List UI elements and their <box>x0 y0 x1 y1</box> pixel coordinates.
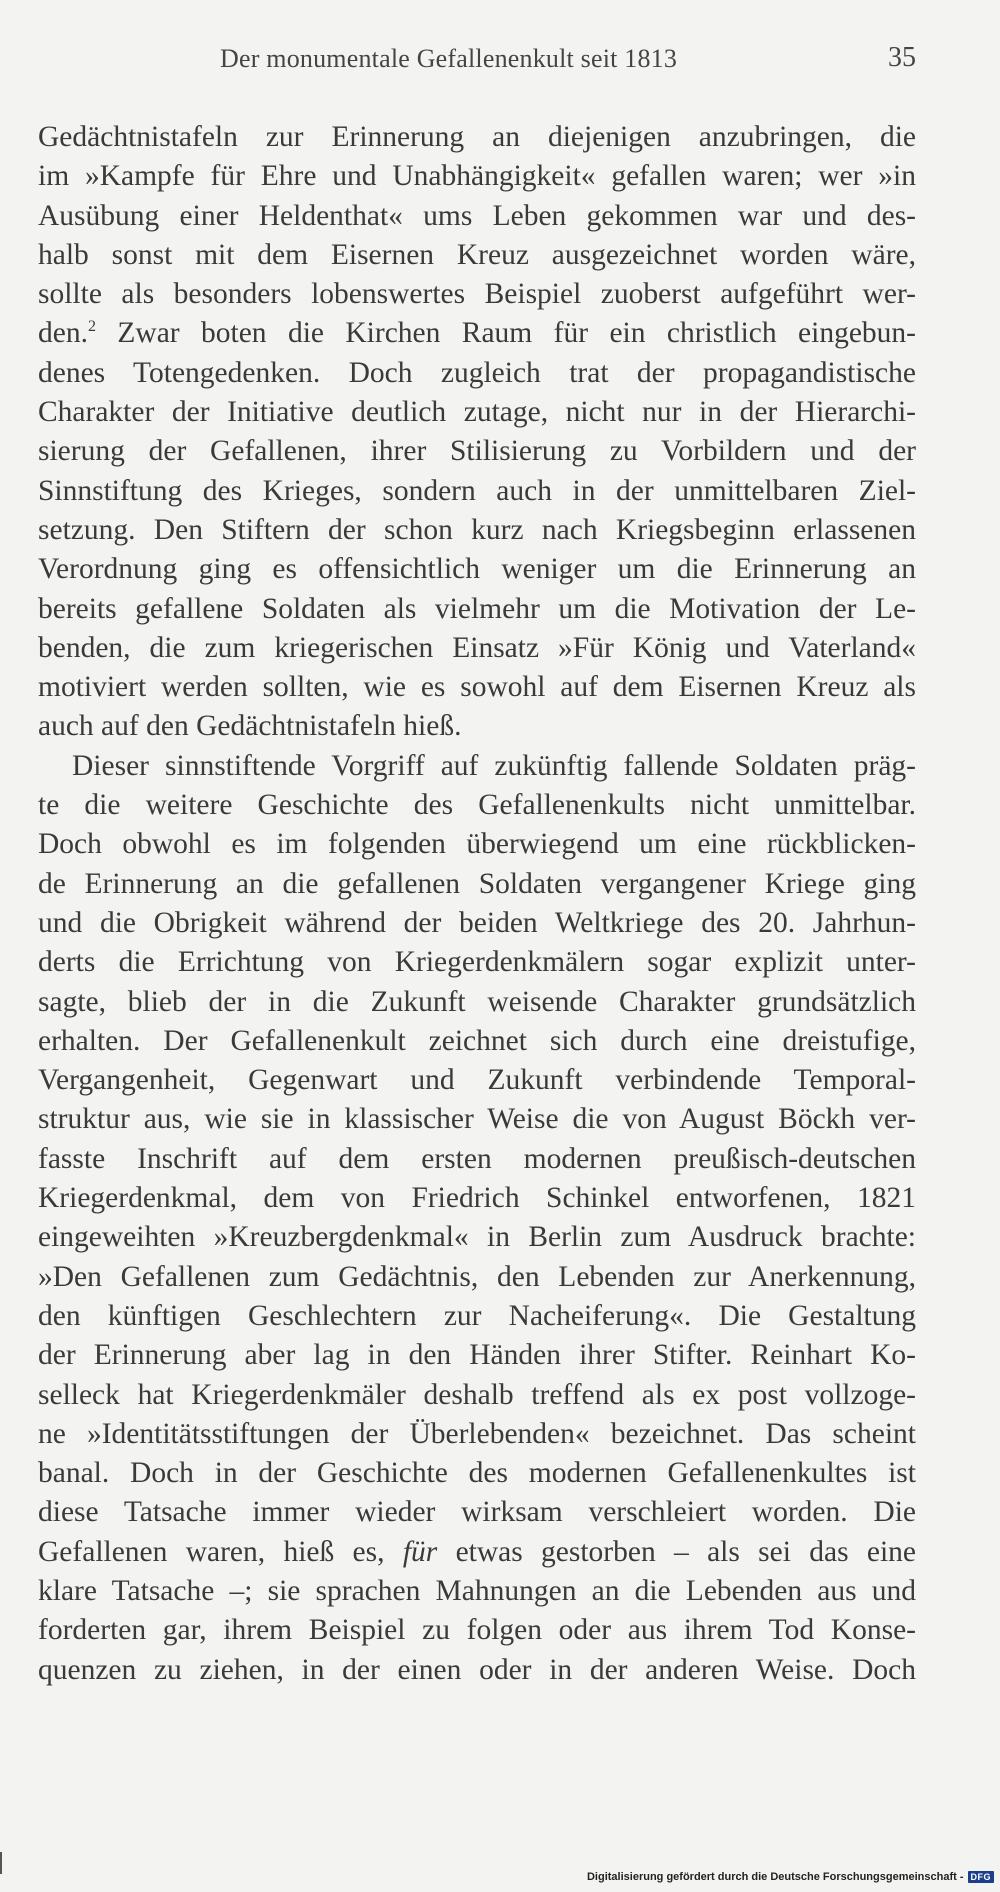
text-line: forderten gar, ihrem Beispiel zu folgen oder aus ihrem Tod Konse- <box>38 1614 916 1647</box>
text-line: Doch obwohl es im folgenden überwiegend um eine rückblicken- <box>38 828 916 861</box>
text-line: denes Totengedenken. Doch zugleich trat der propagandistische <box>38 356 916 389</box>
text-line: Dieser sinnstiftende Vorgriff auf zukünftig fallende Soldaten präg- <box>72 749 916 782</box>
text-line: Sinnstiftung des Krieges, sondern auch in der unmittelbaren Ziel- <box>38 474 916 507</box>
footnote-ref: 2 <box>87 318 96 336</box>
text-line: setzung. Den Stiftern der schon kurz nach Kriegsbeginn erlassenen <box>38 513 916 546</box>
text-line: te die weitere Geschichte des Gefallenenkults nicht unmittelbar. <box>38 789 916 822</box>
text-line: Ausübung einer Heldenthat« ums Leben gekommen war und des- <box>38 199 916 232</box>
text-line: Kriegerdenkmal, dem von Friedrich Schinkel entworfenen, 1821 <box>38 1182 916 1215</box>
text-line: diese Tatsache immer wieder wirksam verschleiert worden. Die <box>38 1496 916 1529</box>
text-line: erhalten. Der Gefallenenkult zeichnet sich durch eine dreistufige, <box>38 1024 916 1057</box>
text-line: fasste Inschrift auf dem ersten modernen preußisch-deutschen <box>38 1142 916 1175</box>
text-line: benden, die zum kriegerischen Einsatz »Für König und Vaterland« <box>38 631 916 664</box>
credit-text: Digitalisierung gefördert durch die Deutsche Forschungsgemeinschaft - <box>586 1871 964 1883</box>
text-fragment: Gefallenen waren, hieß es, <box>38 1535 385 1568</box>
emphasis: für <box>402 1535 438 1568</box>
text-line <box>38 314 916 353</box>
text-line <box>38 1533 916 1572</box>
text-line: derts die Errichtung von Kriegerdenkmälern sogar explizit unter- <box>38 946 916 979</box>
text-fragment: Zwar boten die Kirchen Raum für ein christlich eingebun- <box>117 317 916 350</box>
digitization-credit <box>587 1871 994 1883</box>
text-line: »Den Gefallenen zum Gedächtnis, den Lebenden zur Anerkennung, <box>38 1260 916 1293</box>
scan-edge-mark <box>0 1852 2 1874</box>
text-line: quenzen zu ziehen, in der einen oder in der anderen Weise. Doch <box>38 1653 916 1686</box>
running-head: Der monumentale Gefallenenkult seit 1813 <box>220 44 678 73</box>
text-line: de Erinnerung an die gefallenen Soldaten vergangener Kriege ging <box>38 867 916 900</box>
text-line: bereits gefallene Soldaten als vielmehr um die Motivation der Le- <box>38 592 916 625</box>
text-fragment: den. <box>38 317 88 350</box>
text-line: struktur aus, wie sie in klassischer Weise die von August Böckh ver- <box>38 1103 916 1136</box>
body-text <box>38 118 916 1690</box>
text-line: sierung der Gefallenen, ihrer Stilisierung zu Vorbildern und der <box>38 435 916 468</box>
text-line: klare Tatsache –; sie sprachen Mahnungen an die Lebenden aus und <box>38 1574 916 1607</box>
page-header <box>38 44 916 80</box>
text-line: im »Kampfe für Ehre und Unabhängigkeit« gefallen waren; wer »in <box>38 160 916 193</box>
text-line: ne »Identitätsstiftungen der Überlebenden« bezeichnet. Das scheint <box>38 1417 916 1450</box>
text-line: Vergangenheit, Gegenwart und Zukunft verbindende Temporal- <box>38 1064 916 1097</box>
text-line: auch auf den Gedächtnistafeln hieß. <box>38 710 462 743</box>
text-line: Charakter der Initiative deutlich zutage, nicht nur in der Hierarchi- <box>38 396 916 429</box>
text-line: selleck hat Kriegerdenkmäler deshalb treffend als ex post vollzoge- <box>38 1378 916 1411</box>
text-line: eingeweihten »Kreuzbergdenkmal« in Berlin zum Ausdruck brachte: <box>38 1221 916 1254</box>
text-line: sagte, blieb der in die Zukunft weisende Charakter grundsätzlich <box>38 985 916 1018</box>
text-line: halb sonst mit dem Eisernen Kreuz ausgezeichnet worden wäre, <box>38 238 916 271</box>
dfg-logo-icon: DFG <box>968 1871 995 1883</box>
text-line: Gedächtnistafeln zur Erinnerung an diejenigen anzubringen, die <box>38 121 916 153</box>
text-line: banal. Doch in der Geschichte des modernen Gefallenenkultes ist <box>38 1457 916 1490</box>
text-line: den künftigen Geschlechtern zur Nacheiferung«. Die Gestaltung <box>38 1299 916 1332</box>
text-line: sollte als besonders lobenswertes Beispiel zuoberst aufgeführt wer- <box>38 278 916 311</box>
text-line: der Erinnerung aber lag in den Händen ihrer Stifter. Reinhart Ko- <box>38 1339 916 1372</box>
page-number: 35 <box>888 42 916 73</box>
text-line: und die Obrigkeit während der beiden Weltkriege des 20. Jahrhun- <box>38 906 916 939</box>
text-line: motiviert werden sollten, wie es sowohl auf dem Eisernen Kreuz als <box>38 671 916 704</box>
text-line: Verordnung ging es offensichtlich weniger um die Erinnerung an <box>38 553 916 586</box>
text-fragment: etwas gestorben – als sei das eine <box>455 1535 916 1568</box>
